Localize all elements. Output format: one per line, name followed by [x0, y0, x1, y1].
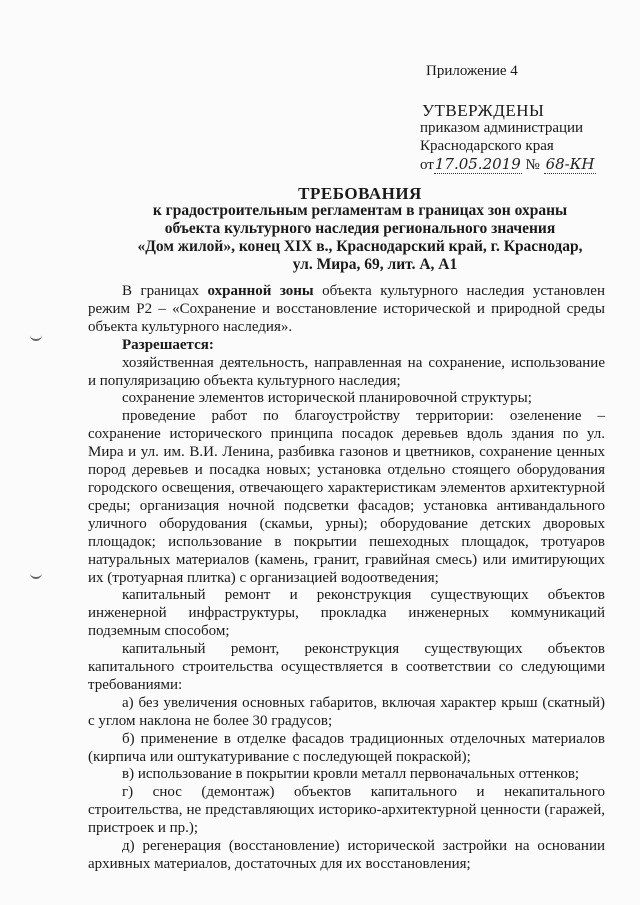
list-item: г) снос (демонтаж) объектов капитального и некапитального строительства, не представляющих историко-архитектурной ценности (гаражей, пристроек и пр.); — [88, 784, 605, 837]
text-run: объекта культурного наследия установлен режим Р2 – «Сохранение и восстановление исторической и природной среды объекта культурного наследия». — [88, 283, 605, 335]
list-item: проведение работ по благоустройству территории: озеленение – сохранение исторического принципа посадок деревьев вдоль здания по ул. Мира и ул. им. В.И. Ленина, разбивка газонов и цветников, сохранение ценных пород деревьев и посадка новых; установка отдельно стоящего оборудования городского освещения, отвечающего характеристикам элементов архитектурной среды; организация ночной подсветки фасадов; установка антивандального уличного оборудования (скамьи, урны); оборудование детских дворовых площадок; использование в покрытии пешеходных площадок, тротуаров натуральных материалов (камень, гранит, гравийная смесь) или имитирующих их (тротуарная плитка) с организацией водоотведения; — [88, 408, 605, 586]
list-item: хозяйственная деятельность, направленная на сохранение, использование и популяризацию объекта культурного наследия; — [88, 354, 605, 389]
handwritten-number: 68-КН — [545, 155, 595, 173]
order-line: Краснодарского края — [420, 138, 554, 154]
list-item: капитальный ремонт, реконструкция существующих объектов капитального строительства осуществляется в соответствии со следующими требованиями: — [88, 641, 605, 693]
handwritten-date: 17.05.2019 — [434, 155, 521, 173]
paragraph — [88, 283, 605, 337]
list-item: в) использование в покрытии кровли металл первоначальных оттенков; — [122, 766, 580, 783]
document-body — [88, 283, 605, 874]
title-line: «Дом жилой», конец XIX в., Краснодарский край, г. Краснодар, — [137, 238, 583, 255]
date-prefix: от — [420, 157, 434, 173]
list-item: сохранение элементов исторической планировочной структуры; — [122, 390, 532, 407]
title-line: к градостроительным регламентам в границах зон охраны — [152, 202, 568, 219]
list-item: а) без увеличения основных габаритов, включая характер крыш (скатный) с углом наклона не более 30 градусов; — [88, 694, 605, 729]
number-sign: № — [525, 157, 540, 173]
order-line: приказом администрации — [420, 120, 584, 136]
appendix-label: Приложение 4 — [426, 63, 518, 79]
text-run-bold: охранной зоны — [207, 283, 314, 299]
list-item: д) регенерация (восстановление) исторической застройки на основании архивных материалов, достаточных для их восстановления; — [88, 838, 605, 872]
title-line: ул. Мира, 69, лит. А, А1 — [292, 256, 458, 273]
list-item: б) применение в отделке фасадов традиционных отделочных материалов (кирпича или оштукатуривание с последующей покраской); — [88, 730, 605, 765]
punch-hole-mark — [30, 333, 42, 341]
allowed-heading: Разрешается: — [122, 336, 214, 353]
text-run: В границах — [122, 283, 208, 299]
document-title: ТРЕБОВАНИЯ — [298, 184, 422, 203]
list-item: капитальный ремонт и реконструкция существующих объектов инженерной инфраструктуры, прокладка инженерных коммуникаций подземным способом; — [88, 587, 605, 640]
title-line: объекта культурного наследия регионального значения — [164, 220, 556, 237]
order-date-line — [420, 155, 596, 174]
punch-hole-mark — [30, 571, 42, 579]
approved-label: УТВЕРЖДЕНЫ — [422, 101, 545, 120]
